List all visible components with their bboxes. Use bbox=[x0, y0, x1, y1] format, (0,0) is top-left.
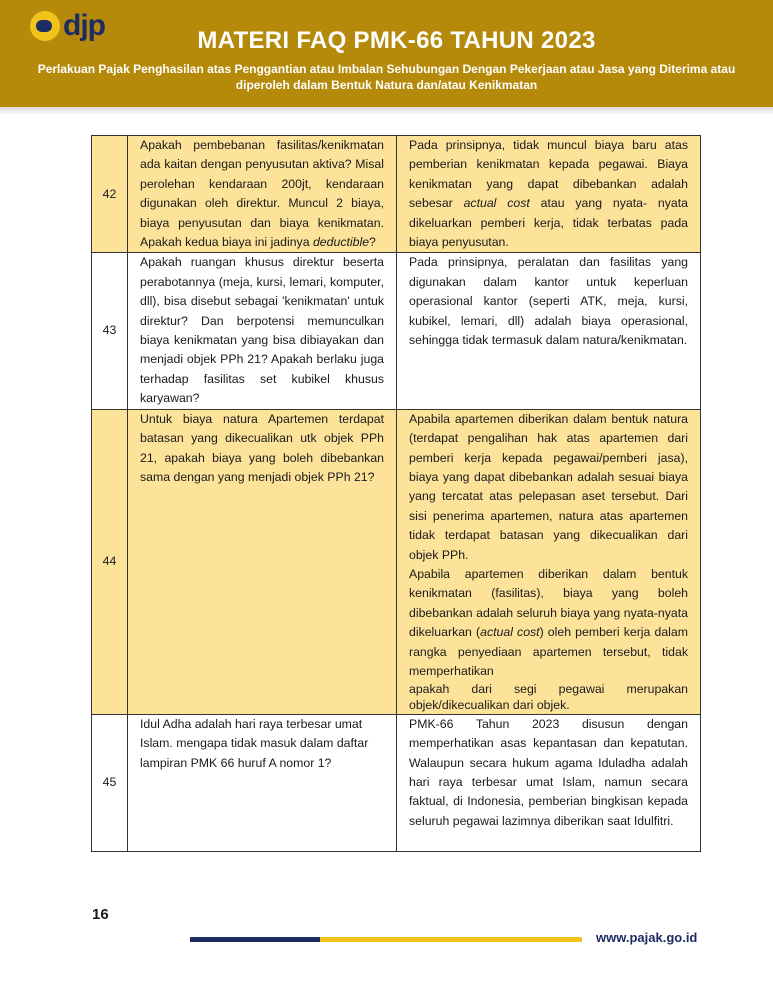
answer-cell bbox=[397, 136, 701, 253]
question-cell bbox=[128, 136, 397, 253]
logo-text: djp bbox=[63, 9, 105, 42]
faq-table bbox=[91, 135, 701, 852]
question-cell bbox=[128, 714, 397, 851]
answer-text-end: atau yang nyata- nyata dikeluarkan pemberi kerja, tidak terbatas pada biaya penyusutan. bbox=[409, 196, 688, 250]
question-text: Untuk biaya natura Apartemen terdapat batasan yang dikecualikan utk objek PPh 21, apakah biaya yang boleh dibebankan sama dengan yang menjadi objek PPh 21? bbox=[140, 411, 384, 484]
question-emphasis: deductible bbox=[312, 235, 370, 250]
table-row bbox=[92, 714, 701, 851]
question-cell bbox=[128, 253, 397, 409]
answer-paragraph-1: Apabila apartemen diberikan dalam bentuk natura (terdapat pengalihan hak atas apartemen dari pemberi kerja kepada pegawai/pemberi jasa), biaya yang dapat dibebankan adalah sesuai biaya yang tercatat atas pelepasan aset tersebut. Dari sisi penerima apartemen, natura atas apartemen tidak terdapat batasan yang dikecualikan dari objek PPh. bbox=[409, 411, 688, 562]
answer-cell bbox=[397, 409, 701, 714]
table-row bbox=[92, 253, 701, 409]
question-text: Apakah pembebanan fasilitas/kenikmatan ada kaitan dengan penyusutan aktiva? Misal perolehan kendaraan 200jt, kendaraan digunakan oleh direktur. Muncul 2 biaya, biaya penyusutan dan biaya kenikmatan. Apakah kedua biaya ini jadinya bbox=[140, 138, 384, 250]
answer-paragraph-2: Apabila apartemen diberikan dalam bentuk kenikmatan (fasilitas), biaya yang boleh dibebankan adalah seluruh biaya yang nyata-nyata dikeluarkan (actual cost) oleh pemberi kerja dalam rangka penyediaan apartemen tersebut, tidak memperhatikan bbox=[409, 566, 688, 678]
row-number: 45 bbox=[92, 714, 128, 851]
answer-text: Pada prinsipnya, peralatan dan fasilitas yang digunakan dalam kantor untuk keperluan operasional kantor (seperti ATK, meja, kursi, kubikel, lemari, dll) adalah biaya operasional, sehingga tidak termasuk dalam natura/kenikmatan. bbox=[409, 255, 688, 348]
footer-url: www.pajak.go.id bbox=[596, 930, 698, 945]
answer-text: PMK-66 Tahun 2023 disusun dengan memperhatikan asas kepantasan dan kepatutan. Walaupun secara hukum agama Iduladha adalah hari raya terbesar umat Islam, namun secara faktual, di Indonesia, pemberian bingkisan kepada seluruh pegawai lazimnya diberikan saat Idulfitri. bbox=[409, 716, 688, 828]
footer-bar-gold bbox=[320, 937, 582, 942]
question-text: Apakah ruangan khusus direktur beserta perabotannya (meja, kursi, lemari, komputer, dll), bisa disebut sebagai 'kenikmatan' untuk direktur? Dan berpotensi memunculkan biaya kenikmatan yang bisa dibiayakan dan menjadi objek PPh 21? Apakah berlaku juga terhadap fasilitas set kubikel khusus karyawan? bbox=[140, 255, 384, 406]
answer-cell bbox=[397, 253, 701, 409]
question-text-end: ? bbox=[369, 235, 376, 250]
answer-emphasis: actual cost bbox=[463, 196, 530, 211]
footer-bar-navy bbox=[190, 937, 320, 942]
question-cell bbox=[128, 409, 397, 714]
table-row bbox=[92, 136, 701, 253]
row-number: 42 bbox=[92, 136, 128, 253]
page-title: MATERI FAQ PMK-66 TAHUN 2023 bbox=[197, 27, 596, 54]
page-subtitle: Perlakuan Pajak Penghasilan atas Penggantian atau Imbalan Sehubungan Dengan Pekerjaan atau Jasa yang Diterima atau diperoleh dalam Bentuk Natura dan/atau Kenikmatan bbox=[37, 62, 736, 92]
row-number: 44 bbox=[92, 409, 128, 714]
row-number: 43 bbox=[92, 253, 128, 409]
page-number: 16 bbox=[92, 906, 109, 923]
question-text: Idul Adha adalah hari raya terbesar umat Islam. mengapa tidak masuk dalam daftar lampiran PMK 66 huruf A nomor 1? bbox=[140, 716, 369, 770]
answer-paragraph-3: apakah dari segi pegawai merupakan objek/dikecualikan dari objek. bbox=[409, 682, 688, 713]
header-divider bbox=[0, 107, 773, 115]
answer-cell bbox=[397, 714, 701, 851]
table-row bbox=[92, 409, 701, 714]
answer-text: Pada prinsipnya, tidak muncul biaya baru atas pemberian kenikmatan kepada pegawai. Biaya kenikmatan yang dapat dibebankan adalah sebesar bbox=[409, 138, 688, 211]
